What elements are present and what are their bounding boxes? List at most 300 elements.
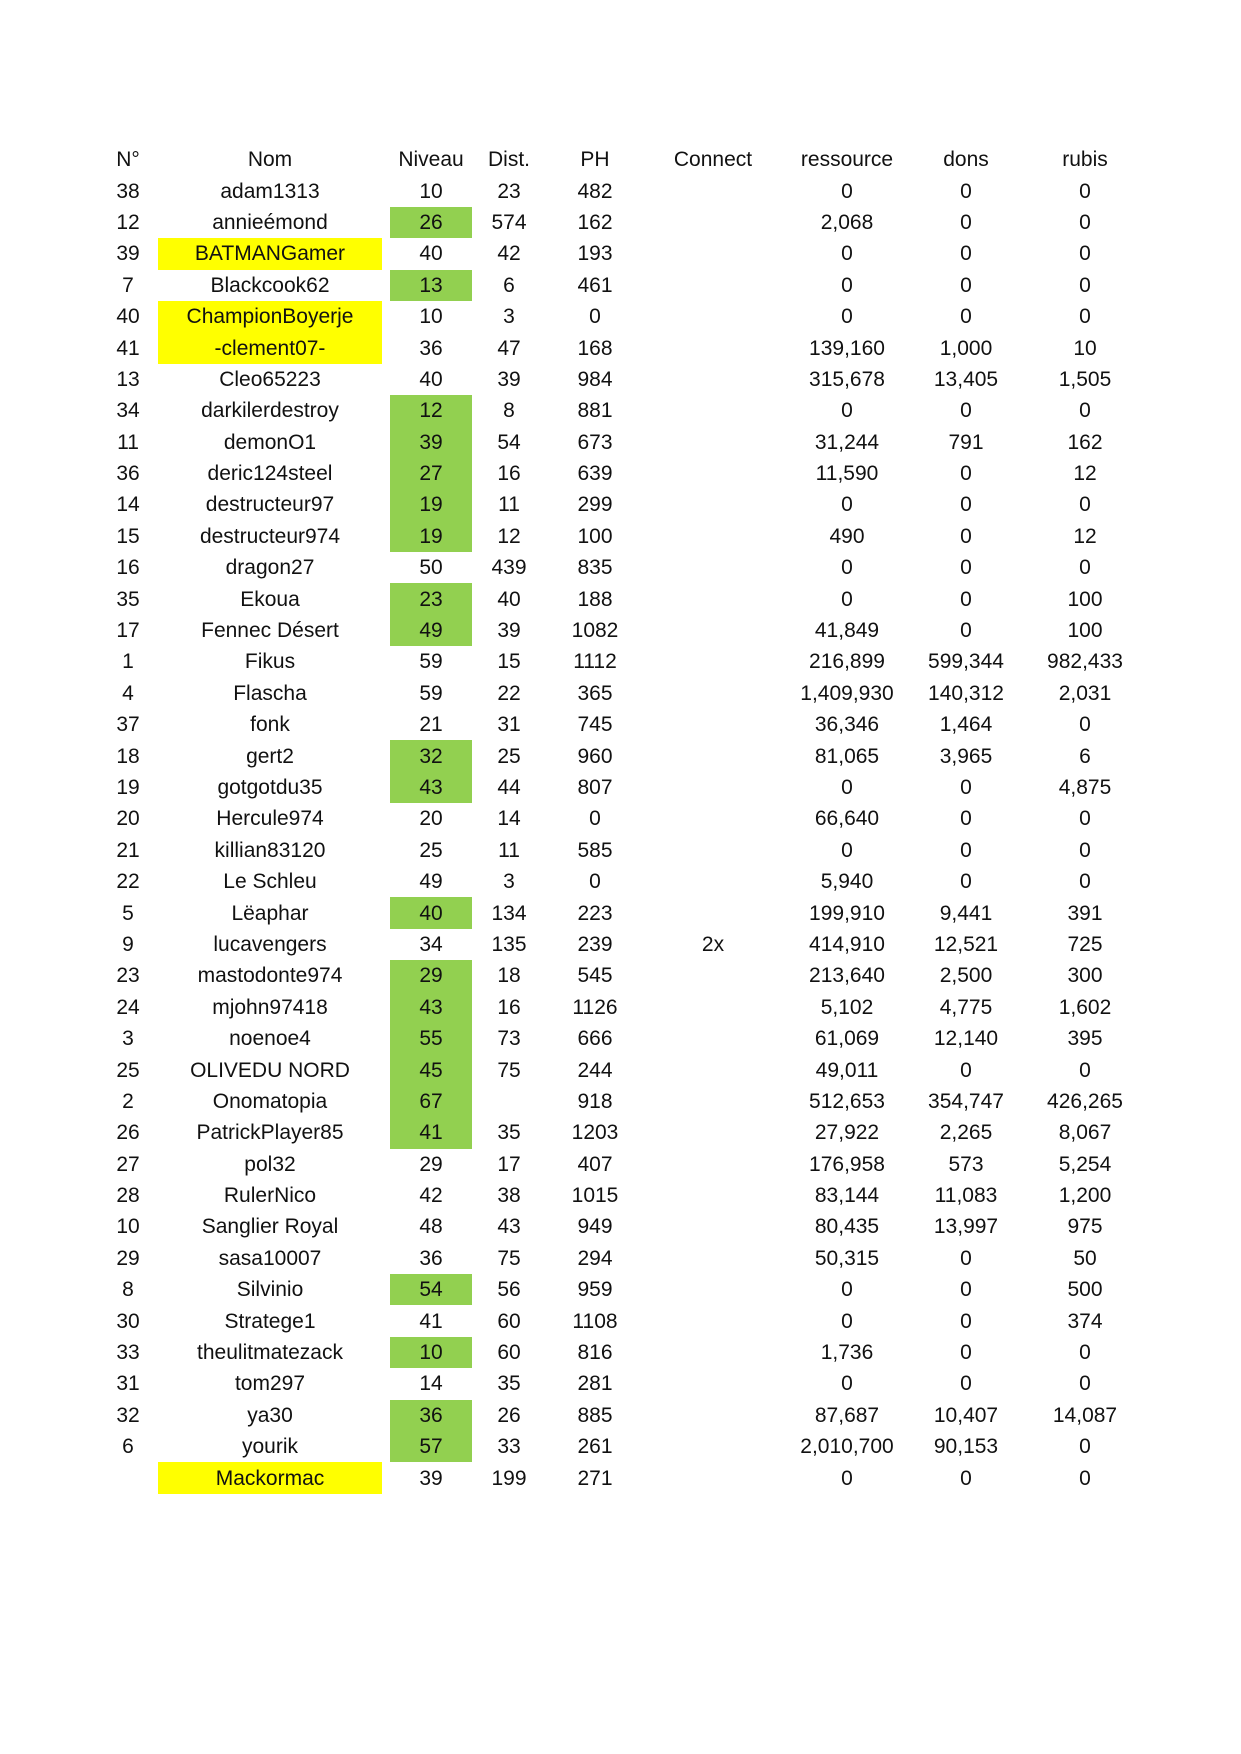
cell-ressource: 41,849: [814, 619, 880, 643]
spacer: [382, 552, 390, 583]
cell-ressource: 0: [841, 1278, 853, 1302]
spacer: [150, 1400, 158, 1431]
cell-num: 20: [116, 807, 140, 831]
cell-ph: 1015: [571, 1184, 619, 1208]
table-row: [106, 332, 1150, 363]
cell-niveau: 19: [390, 521, 472, 552]
cell-rubis: 1,200: [1058, 1184, 1112, 1208]
cell-dist: 40: [497, 587, 521, 611]
table-row: [106, 1400, 1150, 1431]
cell-num: 10: [116, 1215, 140, 1239]
cell-nom: Lëaphar: [231, 901, 309, 925]
spacer: [382, 395, 390, 426]
cell-ressource: 61,069: [814, 1027, 880, 1051]
cell-nom: darkilerdestroy: [201, 399, 339, 423]
cell-rubis: 0: [1079, 273, 1091, 297]
cell-niveau: 67: [390, 1086, 472, 1117]
cell-connect: [644, 1211, 782, 1242]
cell-rubis: 391: [1067, 901, 1103, 925]
cell-connect: [644, 1462, 782, 1493]
cell-num: 12: [116, 210, 140, 234]
cell-connect: [644, 552, 782, 583]
cell-rubis: 1,602: [1058, 995, 1112, 1019]
cell-dist: 18: [497, 964, 521, 988]
cell-dons: 13,405: [933, 367, 999, 391]
header-dons: dons: [943, 148, 989, 172]
cell-rubis: 100: [1067, 619, 1103, 643]
cell-connect: [644, 427, 782, 458]
spacer: [150, 740, 158, 771]
cell-ressource: 0: [841, 1372, 853, 1396]
cell-rubis: 0: [1079, 179, 1091, 203]
cell-nom: -clement07-: [158, 332, 382, 363]
cell-rubis: 0: [1079, 870, 1091, 894]
cell-num: 19: [116, 776, 140, 799]
cell-dons: 0: [960, 1372, 972, 1396]
cell-num: 14: [116, 493, 140, 517]
cell-rubis: 0: [1079, 807, 1091, 831]
spacer: [150, 238, 158, 269]
cell-niveau: 59: [419, 650, 443, 674]
cell-connect: [644, 835, 782, 866]
cell-ph: 984: [577, 367, 613, 391]
spacer: [150, 427, 158, 458]
cell-num: 4: [122, 681, 134, 705]
cell-rubis: 0: [1079, 399, 1091, 423]
cell-ressource: 50,315: [814, 1246, 880, 1270]
cell-nom: Silvinio: [236, 1278, 304, 1302]
spacer: [382, 301, 390, 332]
spacer: [382, 1023, 390, 1054]
cell-ressource: 31,244: [814, 430, 880, 454]
cell-nom: Cleo65223: [219, 367, 321, 391]
spacer: [150, 1305, 158, 1336]
cell-dist: 14: [497, 807, 521, 831]
spacer: [150, 1274, 158, 1305]
cell-niveau: 36: [419, 1246, 443, 1270]
cell-dist: 60: [497, 1309, 521, 1333]
cell-connect: [644, 803, 782, 834]
table-row: [106, 458, 1150, 489]
spacer: [382, 1054, 390, 1085]
cell-dist: 35: [497, 1121, 521, 1145]
spacer: [382, 1086, 390, 1117]
cell-ressource: 0: [841, 305, 853, 329]
cell-ressource: 512,653: [809, 1089, 885, 1113]
spacer: [150, 364, 158, 395]
cell-connect: [644, 1117, 782, 1148]
table-row: [106, 929, 1150, 960]
spacer: [382, 1149, 390, 1180]
cell-dons: 90,153: [933, 1435, 999, 1459]
cell-ressource: 2,010,700: [800, 1435, 894, 1459]
cell-ph: 1108: [572, 1309, 618, 1333]
table-row: [106, 1023, 1150, 1054]
cell-ph: 1126: [572, 995, 618, 1019]
cell-niveau: 19: [390, 489, 472, 520]
cell-nom: BATMANGamer: [158, 238, 382, 269]
cell-connect: [644, 1274, 782, 1305]
cell-dons: 0: [960, 273, 972, 297]
table-row: [106, 1180, 1150, 1211]
cell-connect: [644, 1243, 782, 1274]
cell-rubis: 0: [1079, 713, 1091, 737]
spacer: [382, 803, 390, 834]
cell-num: 26: [116, 1121, 140, 1145]
cell-ph: 639: [577, 462, 613, 486]
table-row: [106, 646, 1150, 677]
header-connect: Connect: [673, 148, 753, 172]
spacer: [382, 678, 390, 709]
table-row: [106, 364, 1150, 395]
cell-connect: [644, 960, 782, 991]
cell-nom: noenoe4: [229, 1027, 311, 1051]
cell-num: 25: [116, 1058, 140, 1082]
cell-connect: [644, 521, 782, 552]
cell-niveau: 12: [390, 395, 472, 426]
table-row: [106, 489, 1150, 520]
cell-nom: theulitmatezack: [197, 1341, 343, 1365]
cell-dist: 47: [497, 336, 521, 360]
cell-dist: 16: [497, 995, 521, 1019]
cell-rubis: 12: [1073, 462, 1097, 486]
cell-nom: yourik: [241, 1435, 299, 1459]
cell-num: [106, 1462, 150, 1493]
cell-niveau: 59: [419, 681, 443, 705]
cell-num: 32: [116, 1403, 140, 1427]
spacer: [150, 207, 158, 238]
cell-nom: Sanglier Royal: [201, 1215, 339, 1239]
cell-rubis: 0: [1079, 1058, 1091, 1082]
cell-dist: 8: [503, 399, 515, 423]
cell-num: 8: [122, 1278, 134, 1302]
spacer: [382, 615, 390, 646]
table-row: [106, 740, 1150, 771]
table-row: [106, 1274, 1150, 1305]
table-row: [106, 1368, 1150, 1399]
cell-rubis: 5,254: [1058, 1152, 1112, 1176]
spacer: [150, 835, 158, 866]
spacer: [150, 772, 158, 803]
cell-dist: 11: [498, 838, 520, 862]
cell-dist: 31: [497, 713, 521, 737]
cell-connect: [644, 332, 782, 363]
cell-dist: 43: [497, 1215, 521, 1239]
cell-num: 39: [116, 242, 140, 266]
spacer: [382, 709, 390, 740]
spacer: [150, 270, 158, 301]
spacer: [150, 1086, 158, 1117]
cell-dist: 16: [497, 462, 521, 486]
cell-rubis: 2,031: [1058, 681, 1112, 705]
spacer: [150, 709, 158, 740]
cell-num: 23: [116, 964, 140, 988]
cell-connect: [644, 709, 782, 740]
cell-num: 11: [117, 430, 139, 454]
spacer: [382, 144, 390, 175]
cell-nom: sasa10007: [218, 1246, 322, 1270]
cell-niveau: 32: [390, 740, 472, 771]
spacer: [150, 1023, 158, 1054]
cell-rubis: 975: [1067, 1215, 1103, 1239]
spacer: [150, 1462, 158, 1493]
cell-connect: [644, 489, 782, 520]
cell-ph: 281: [577, 1372, 613, 1396]
cell-ph: 835: [577, 556, 613, 580]
cell-dons: 3,965: [939, 744, 993, 768]
cell-num: 34: [116, 399, 140, 423]
cell-rubis: 100: [1067, 587, 1103, 611]
cell-num: 9: [122, 932, 134, 956]
cell-ressource: 139,160: [809, 336, 885, 360]
cell-dons: 12,140: [933, 1027, 999, 1051]
cell-niveau: 36: [390, 1400, 472, 1431]
cell-nom: tom297: [234, 1372, 306, 1396]
cell-ph: 1203: [571, 1121, 619, 1145]
spacer: [150, 897, 158, 928]
cell-connect: [644, 740, 782, 771]
cell-dons: 10,407: [933, 1403, 999, 1427]
cell-ph: 261: [577, 1435, 613, 1459]
cell-niveau: 36: [419, 336, 443, 360]
cell-connect: [644, 395, 782, 426]
spacer: [382, 1180, 390, 1211]
cell-dist: 22: [497, 681, 521, 705]
cell-rubis: 0: [1079, 210, 1091, 234]
cell-num: 36: [116, 462, 140, 486]
cell-niveau: 10: [419, 305, 443, 329]
cell-ph: 918: [577, 1089, 613, 1113]
cell-dons: 0: [960, 399, 972, 423]
spacer: [382, 960, 390, 991]
cell-ressource: 27,922: [814, 1121, 880, 1145]
header-nom: Nom: [247, 148, 293, 172]
spacer: [382, 1400, 390, 1431]
cell-dons: 0: [960, 1058, 972, 1082]
cell-nom: RulerNico: [223, 1184, 317, 1208]
cell-ph: 949: [577, 1215, 613, 1239]
spacer: [382, 1274, 390, 1305]
cell-rubis: 0: [1079, 838, 1091, 862]
spacer: [382, 835, 390, 866]
cell-num: 13: [116, 367, 140, 391]
spacer: [150, 615, 158, 646]
cell-dist: 75: [497, 1246, 521, 1270]
cell-ph: 294: [577, 1246, 613, 1270]
header-niveau: Niveau: [398, 148, 464, 172]
cell-num: 41: [116, 336, 140, 360]
cell-ph: 461: [577, 273, 613, 297]
cell-niveau: 50: [419, 556, 443, 580]
cell-dist: 75: [497, 1058, 521, 1082]
cell-nom: Le Schleu: [223, 870, 317, 894]
spacer: [150, 552, 158, 583]
cell-nom: Flascha: [233, 681, 307, 705]
cell-dons: 4,775: [939, 995, 993, 1019]
spacer: [150, 1149, 158, 1180]
cell-dist: 35: [497, 1372, 521, 1396]
cell-nom: Fennec Désert: [201, 619, 339, 643]
table-row: [106, 1054, 1150, 1085]
table-row: [106, 803, 1150, 834]
cell-connect: [644, 1337, 782, 1368]
cell-nom: ChampionBoyerje: [158, 301, 382, 332]
cell-niveau: 43: [390, 772, 472, 803]
cell-niveau: 49: [390, 615, 472, 646]
table-row: [106, 238, 1150, 269]
cell-ph: 168: [577, 336, 613, 360]
cell-ph: 960: [577, 744, 613, 768]
cell-ressource: 11,590: [815, 462, 879, 486]
cell-nom: Stratege1: [224, 1309, 316, 1333]
spacer: [382, 897, 390, 928]
spacer: [150, 489, 158, 520]
cell-ph: 666: [577, 1027, 613, 1051]
cell-ressource: 5,940: [820, 870, 874, 894]
cell-ph: 223: [577, 901, 613, 925]
cell-niveau: 40: [390, 897, 472, 928]
cell-dons: 2,500: [939, 964, 993, 988]
cell-rubis: 500: [1067, 1278, 1103, 1302]
spacer: [382, 1117, 390, 1148]
spacer: [150, 960, 158, 991]
cell-dons: 0: [960, 179, 972, 203]
cell-ressource: 414,910: [809, 932, 885, 956]
spacer: [150, 175, 158, 206]
cell-nom: mjohn97418: [212, 995, 328, 1019]
cell-connect: [644, 1054, 782, 1085]
cell-dist: 39: [497, 367, 521, 391]
cell-connect: [644, 646, 782, 677]
cell-connect: [644, 1023, 782, 1054]
cell-ph: 673: [577, 430, 613, 454]
table-row: [106, 1149, 1150, 1180]
cell-niveau: 48: [419, 1215, 443, 1239]
spacer: [150, 1211, 158, 1242]
table-row: [106, 960, 1150, 991]
cell-ph: 585: [577, 838, 613, 862]
spacer: [382, 332, 390, 363]
cell-dist: 199: [491, 1466, 527, 1490]
cell-dons: 2,265: [939, 1121, 993, 1145]
cell-ressource: 36,346: [814, 713, 880, 737]
cell-connect: [644, 1180, 782, 1211]
cell-connect: [644, 772, 782, 803]
spacer: [382, 1211, 390, 1242]
cell-ressource: 0: [841, 242, 853, 266]
cell-num: 33: [116, 1341, 140, 1365]
header-row: [106, 144, 1150, 175]
cell-num: 16: [116, 556, 140, 580]
cell-nom: lucavengers: [213, 932, 327, 956]
cell-dons: 1,464: [939, 713, 993, 737]
cell-dons: 0: [960, 305, 972, 329]
cell-niveau: 54: [390, 1274, 472, 1305]
cell-rubis: 1,505: [1058, 367, 1112, 391]
cell-ressource: 213,640: [809, 964, 885, 988]
cell-ressource: 1,736: [820, 1341, 874, 1365]
spacer: [382, 929, 390, 960]
cell-niveau: 13: [390, 270, 472, 301]
cell-nom: deric124steel: [207, 462, 333, 486]
cell-dist: 54: [497, 430, 521, 454]
table-row: [106, 866, 1150, 897]
cell-dist: 39: [497, 619, 521, 643]
cell-nom: Ekoua: [240, 587, 300, 611]
cell-nom: fonk: [250, 713, 290, 737]
cell-nom: adam1313: [220, 179, 320, 203]
cell-dist: 23: [497, 179, 521, 203]
cell-dist: 60: [497, 1341, 521, 1365]
cell-dist: 3: [503, 305, 515, 329]
cell-ressource: 0: [841, 1466, 853, 1490]
header-ph: PH: [580, 148, 610, 172]
cell-connect: [644, 992, 782, 1023]
cell-ph: 482: [577, 179, 613, 203]
cell-ph: 188: [577, 587, 613, 611]
spacer: [150, 332, 158, 363]
cell-ph: 885: [577, 1403, 613, 1427]
cell-niveau: 26: [390, 207, 472, 238]
cell-dist: 135: [491, 932, 527, 956]
cell-num: 22: [116, 870, 140, 894]
cell-dons: 573: [948, 1152, 984, 1176]
cell-nom: Mackormac: [158, 1462, 382, 1493]
cell-num: 29: [116, 1246, 140, 1270]
cell-rubis: 982,433: [1047, 650, 1123, 674]
cell-nom: ya30: [247, 1403, 293, 1427]
cell-dons: 13,997: [933, 1215, 999, 1239]
cell-connect: [644, 1400, 782, 1431]
cell-rubis: 50: [1073, 1246, 1097, 1270]
cell-ph: 100: [577, 524, 613, 548]
cell-dons: 0: [960, 524, 972, 548]
spacer: [150, 144, 158, 175]
cell-dist: 3: [503, 870, 515, 894]
spacer: [382, 270, 390, 301]
spacer: [382, 489, 390, 520]
table-row: [106, 1117, 1150, 1148]
cell-dist: 17: [497, 1152, 521, 1176]
cell-ressource: 315,678: [809, 367, 885, 391]
spacer: [150, 301, 158, 332]
cell-num: 37: [116, 713, 140, 737]
cell-nom: Fikus: [244, 650, 296, 674]
table-row: [106, 583, 1150, 614]
table-row: [106, 772, 1150, 803]
cell-nom: pol32: [244, 1152, 296, 1176]
cell-connect: [644, 301, 782, 332]
spacer: [382, 992, 390, 1023]
cell-niveau: 45: [390, 1054, 472, 1085]
cell-dist: 12: [497, 524, 521, 548]
cell-dons: 0: [960, 776, 972, 799]
cell-niveau: 39: [419, 1466, 443, 1490]
cell-nom: destructeur974: [199, 524, 341, 548]
cell-niveau: 10: [419, 179, 443, 203]
cell-dons: 0: [960, 1278, 972, 1302]
table-row: [106, 1337, 1150, 1368]
spacer: [150, 1054, 158, 1085]
cell-nom: annieémond: [212, 210, 328, 234]
roster-table: [106, 144, 1150, 1494]
cell-num: 1: [122, 650, 134, 674]
cell-ph: 407: [577, 1152, 613, 1176]
cell-nom: PatrickPlayer85: [196, 1121, 344, 1145]
cell-dons: 0: [960, 1466, 972, 1490]
cell-connect: [644, 583, 782, 614]
spacer: [150, 929, 158, 960]
